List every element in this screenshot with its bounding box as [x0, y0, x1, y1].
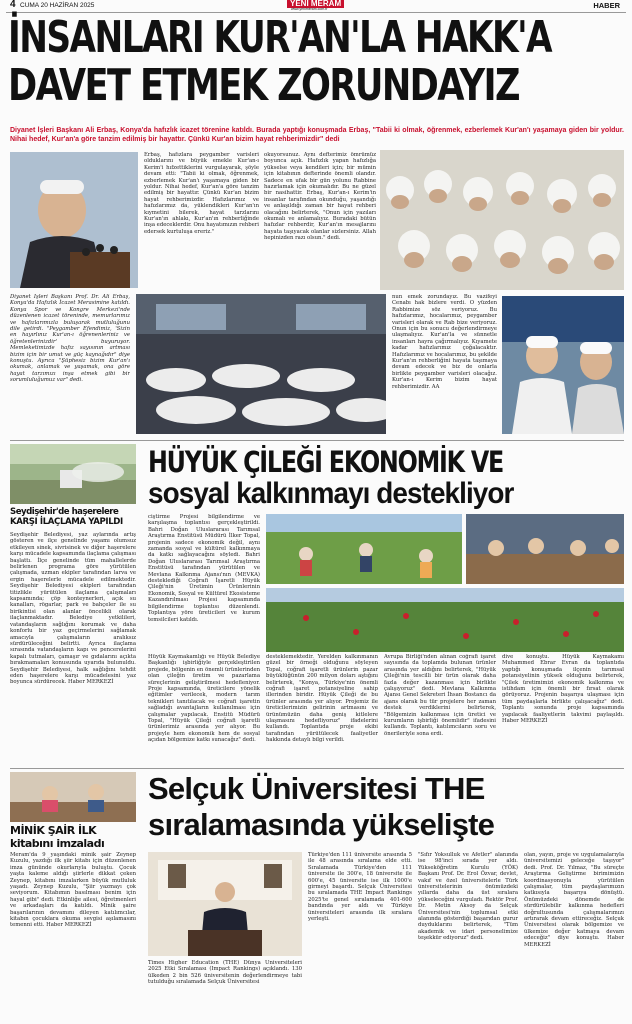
story1-ceremony-photo — [136, 294, 386, 434]
story1-headline-line2: DAVET ETMEK ZORUNDAYIZ — [8, 60, 519, 111]
story1-speaker-photo — [10, 152, 138, 288]
story1-body-col1: Erbaş, hafızlara peygamber varisleri olduklarını ve büyük emekle Kur'an-ı Kerim'i hıfzettiklerini vurgulayarak, şöyle devam etti: "Tabii ki olmak, öğrenmek, ezberlemek Kur'an'ı yaşamaya giden bir yoldur. Nihai hedef, Kur'an'a göre tanzim edilmiş bir hayattır. Çünkü Kur'an bizim hayat rehberimizdir. Hafızlarımız ve hafızlarımız da, yüklendikleri Kur'an'ın kıymetini bilerek, hayat tarzlarını Kur'an'ın ahlakı, Kur'an'ın rehberliğinde inşa edeceklerdir. Onu hayatımızın rehberi edersek kurtuluşa ereriz." — [144, 152, 259, 235]
story4-signing-photo — [10, 772, 136, 822]
story5-body-col2: Türkiye'den 111 üniversite arasında 5 ile 48 arasında sıralama elde etti. Sıralamada Türkiye'den 111 üniversite ile 300'e, 18 üniversite ile 600'e, 45 üniversite ise ilk 1000'e girmeyi başardı. Selçuk Üniversitesi bu sıralamada THE Impact Rankings 2025'te genel sıralamada 401-600 bandında yer aldı ve Türkiye üniversiteleri arasında ilk sıralara yerleşti. — [308, 852, 412, 923]
story5-headline-line1: Selçuk Üniversitesi THE — [148, 771, 485, 806]
story2-headline — [10, 507, 136, 527]
page-number: 4 — [10, 0, 16, 10]
story3-body-col2: Hüyük Kaymakamlığı ve Hüyük Belediye Başkanlığı işbirliğiyle gerçekleştirilen projede, bölgenin en önemli ürünlerinden olan çileğin üretim ve pazarlama süreçlerinin geliştirilmesi hedefleniyor. Proje kapsamında, üreticilere yönelik eğitimler verilecek, modern tarım teknikleri tanıtılacak ve coğrafi işaretin sağladığı avantajların kullanılması için çalışmalar yapılacak. Enstitü Müdürü Topal, "Hüyük Çileği coğrafi işaretli ürünlerimiz arasında yer alıyor. Bu projeyle hem ekonomik hem de sosyal açıdan bölgemize katkı sunacağız" dedi. — [148, 654, 260, 744]
story2-headline-line1: Seydişehir'de haşerelere — [10, 507, 119, 517]
story3-headline-line2: sosyal kalkınmayı destekliyor — [148, 477, 514, 510]
divider — [10, 768, 624, 769]
story3-strawberry-field-photo — [266, 588, 624, 652]
story1-caption-col3: nun emek zorundayız. Bu vazifeyi Cenabı hak bizlere verdi. O yüzden Rabbimize söz veriyoruz. Bu hafızlarımız, hocalarımız, peygamber varisleri olarak ve Rab bize veriyoruz. Onun için bu sonucu değerlendirmeye ulaşmalıyız. Kur'an'la ve sünnetle insanları hayra çağırmalıyız. Kıyamete kadar hafızlarımız çoğalacaktır. Hafızlarımız ve hocalarımız, bu şekilde Kur'an'ın rehberliğini hayata taşımaya devam edecek ve biz de onlarla birlikte peygamber varisleri olacağız. Kur'an-ı Kerim bizim hayat rehberimizdir. AA — [392, 294, 497, 390]
story5-photo-caption: Times Higher Education (THE) Dünya Üniversiteleri 2025 Etki Sıralaması (Impact Rankings) açıklandı. 130 ülkeden 2 bin 526 üniversitenin değerlendirmeye tabi tutulduğu sıralamada Selçuk Üniversitesi — [148, 960, 302, 986]
story3-body-col5: dive konuştu. Hüyük Kaymakamı Muhammed Ebrar Evran da toplantıda yaptığı konuşmada ilçenin tarımsal potansiyelinin yüksek olduğunu belirterek, "Çilek üretimimizi ekonomik kalkınma ve istihdam için önemli bir fırsat olarak görüyoruz. Projenin başarıya ulaşması için tüm paydaşlarla birlikte çalışacağız" dedi. Toplantı sonunda proje kapsamında yapılacak faaliyetlerin takvimi paylaşıldı. Haber MERKEZİ — [502, 654, 624, 725]
story1-headline-line1: İNSANLARI KUR'AN'LA HAKK'A — [8, 12, 552, 63]
story4-body: Meram'da 9 yaşındaki minik şair Zeynep Kuzulu, yazdığı ilk şiir kitabı için düzenlenen imza gününde okurlarıyla buluştu. Çocuk yaşta kaleme aldığı şiirlerle dikkat çeken Zeynep, kitabını imzalarken büyük mutluluk yaşadı. Zeynep Kuzulu, "Şiir yazmayı çok seviyorum. Kitabımın basılması benim için hayal gibi" dedi. Etkinliğe ailesi, öğretmenleri ve arkadaşları da katıldı. Minik şaire başarılarının devamını dileyen katılımcılar, kitabın çocuklara okuma sevgisi aşılamasını temenni etti. Haber MERKEZİ — [10, 852, 136, 929]
story4-headline — [10, 824, 136, 850]
story3-harvest-photo — [266, 514, 462, 584]
header-date: CUMA 20 HAZİRAN 2025 — [20, 2, 95, 9]
story2-headline-line2: KARŞI İLAÇLAMA YAPILDI — [10, 517, 123, 527]
story1-students-photo — [380, 150, 624, 290]
story5-rector-photo — [148, 852, 302, 956]
story1-boy-photo — [502, 296, 624, 434]
story5-body-col3: "Sıfır Yoksulluk ve Afetler" alanında ise 98'inci sırada yer aldı. Yükseköğretim Kurulu (YÖK) Başkanı Prof. Dr. Erol Özvar, devlet, vakıf ve özel üniversitelerle Türk üniversitelerinin önümüzdeki yıllarda daha da üst sıralara yükseleceğini vurguladı. Rektör Prof. Dr. Metin Aksoy da Selçuk Üniversitesi'nin toplumsal etki alanında gösterdiği başarıdan gurur duyduklarını belirterek, "Tüm akademik ve idari personelimize teşekkür ediyoruz" dedi. — [418, 852, 518, 942]
story4-headline-line2: kitabını imzaladı — [10, 837, 105, 850]
story3-body-col4: Avrupa Birliği'nden alınan coğrafi işaret sayısında da toplamda bulunan ürünler arasında yer aldığını belirterek, "Hüyük Çileği'nin tescilli bir ürün olarak daha fazla değer kazanması için birlikte çalışıyoruz" dedi. Mevlana Kalkınma Ajansı Genel Sekreteri İhsan Bostancı da ajans olarak bu tür projelere her zaman destek verdiklerini belirterek, "Bölgemizin kalkınması için üretici ve kurumların işbirliği önemlidir" ifadesini kullandı. Toplantı, katılımcıların soru ve önerileriyle sona erdi. — [384, 654, 496, 737]
story2-spraying-photo — [10, 444, 136, 504]
newspaper-website: www.yenimeram.com.tr — [291, 7, 328, 11]
story1-lead: Diyanet İşleri Başkanı Ali Erbaş, Konya'da hafızlık icazet törenine katıldı. Burada yaptığı konuşmada Erbaş, "Tabii ki olmak, öğrenmek, ezberlemek Kur'an'ı yaşamaya giden bir yoldur. Nihai hedef, Kur'an'a göre tanzim edilmiş bir hayattır. Çünkü Kur'an bizim hayat rehberimizdir" dedi — [10, 127, 624, 143]
story3-meeting-photo — [466, 514, 624, 584]
newspaper-logo: YENİ MERAM — [287, 0, 344, 8]
story1-caption-col1: Diyanet İşleri Başkanı Prof. Dr. Ali Erbaş, Konya'da Hafızlık İcazet Merasimine katıldı. Konya Spor ve Kongre Merkezi'nde düzenlenen icazet töreninde, memurlarımız ve hafızlarımızla buluşarak mutluluğunu dile getirdi. "Peygamber Efendimiz, 'Sizin en hayırlınız Kur'an-ı öğrenenleriniz ve öğretenlerinizdir' buyuruyor. Memleketimizde hafız sayısının artması bizim için bir umut ve güç kaynağıdır" diye konuştu. Ayrıca "Şüphesiz bizim Kur'an'ı okumak, anlamak ve yaşamak, ona göre hayat tarzımızı inşa etmek gibi bir sorumluluğumuz var" dedi. — [10, 294, 130, 384]
section-label: HABER — [593, 1, 620, 10]
story5-headline-line2: sıralamasında yükselişte — [148, 807, 495, 842]
divider — [10, 440, 624, 441]
story3-headline-line1: HÜYÜK ÇİLEĞİ EKONOMİK VE — [148, 445, 504, 479]
story5-body-col4: olan, yayın, proje ve uygulamalarıyla üniversitemizi geleceğe taşıyor" dedi. Prof. Dr. Yılmaz, "Bu süreçte Araştırma Geliştirme birimimizin koordinasyonuyla yürütülen çalışmalar, tüm paydaşlarımızın katkısıyla başarıya dönüştü. Önümüzdeki dönemde de sürdürülebilir kalkınma hedefleri doğrultusunda çalışmalarımızı artırarak devam ettireceğiz. Selçuk Üniversitesi olarak bölgemize ve ülkemize değer katmaya devam edeceğiz" diye konuştu. Haber MERKEZİ — [524, 852, 624, 948]
story2-body: Seydişehir Belediyesi, yaz aylarında artış gösteren ve ilçe genelinde yaşamı olumsuz etkileyen sinek, sivrisinek ve diğer haşerelere karşı mücadele kapsamında ilaçlama çalışması başlattı. İlçe genelinde tüm mahallelerde belirlenen programa göre yürütülen çalışmada, uzman ekipler tarafından larva ve ergin haşerelerle mücadele edilmektedir. Seydişehir Belediyesi ekipleri tarafından titizlikle yürütülen ilaçlama çalışmaları kapsamında; çöp konteynerleri, açık su kanalları, rögarlar, park ve bahçeler ile su birikintisi olan alanlar öncelikli olarak ilaçlanmaktadır. Belediye yetkilileri, vatandaşların sağlığını korumak ve daha konforlu bir yaz geçirmelerini sağlamak amacıyla çalışmaların aralıksız sürdürüleceğini belirtti. Ayrıca ilaçlama sırasında vatandaşların kapı ve pencerelerini kapalı tutmaları, çamaşır ve gıdalarını açıkta bırakmamaları konusunda uyarıda bulunuldu. Seydişehir Belediyesi, halk sağlığını tehdit eden haşerelere karşı mücadelesini yaz boyunca sürdürecek. Haber MERKEZİ — [10, 532, 136, 686]
story3-body-col3: desteklemektedir. Yerelden kalkınmanın güzel bir örneği olduğunu söyleyen Topal, coğrafi işaretli ürünlerin pazar büyüklüğünün 200 milyon doları aştığını belirterek, "Konya, Türkiye'nin önemli coğrafi işaret potansiyeline sahip illerinden biridir. Hüyük Çileği de bu ürünler arasında yer alıyor. Projemiz ile üreticilerimizin gelirinin artmasını ve ürünümüzün daha geniş kitlelere ulaşmasını hedefliyoruz" ifadelerini kullandı. Toplantıda proje ekibi tarafından yürütülecek faaliyetler hakkında detaylı bilgi verildi. — [266, 654, 378, 744]
story3-body-col1: ciştirme Projesi bilgilendirme ve karşılaşma toplantısı gerçekleştirildi. Bahri Doğan Uluslararası Tarımsal Araştırma Enstitüsü Müdürü İlker Topal, projenin sadece ekonomik değil, aynı zamanda sosyal ve kültürel kalkınmaya da katkı sağlayacağını söyledi. Bahri Doğan Uluslararası Tarımsal Araştırma Enstitüsü tarafından yürütülen ve Mevlana Kalkınma Ajansı'nın (MEVKA) desteklediği Coğrafi İşaretli Hüyük Çileği'nin Üretimin Ürünlerinin Ekonomik, Sosyal ve Kültürel Ekosisteme Kazandırılması Projesi kapsamında bilgilendirme toplantısı düzenlendi. Toplantıya yöre üreticileri ve kurum temsilcileri katıldı. — [148, 514, 260, 623]
story1-body-col2: okuyorsunuz. Aynı defterimiz ömrümüz boyunca açık. Hafızlık yapan hafızlığa yükselse veya kendileri için; bir mümin için kitabının defterinde önemli olandır. Sadece en ufak bir gün yolunu Rabbine hazırlamak için okumalıdır. Bu ne güzel bir nasihattir. Erbaş, Kur'an-ı Kerim'in insanlar tarafından okunduğu, yaşandığı ve anlaşıldığı zaman bir hayat rehberi olacağını belirterek, "Onun için yazıları okumalı ve anlamalıyız. Buradaki bütün hafızlar rehberdir, Kur'an'ın mesajlarını hayata taşıyacak olanlar sizlersiniz. Allah hepinizden razı olsun." dedi. — [264, 152, 376, 242]
story4-headline-line1: MİNİK ŞAİR İLK — [10, 824, 97, 837]
